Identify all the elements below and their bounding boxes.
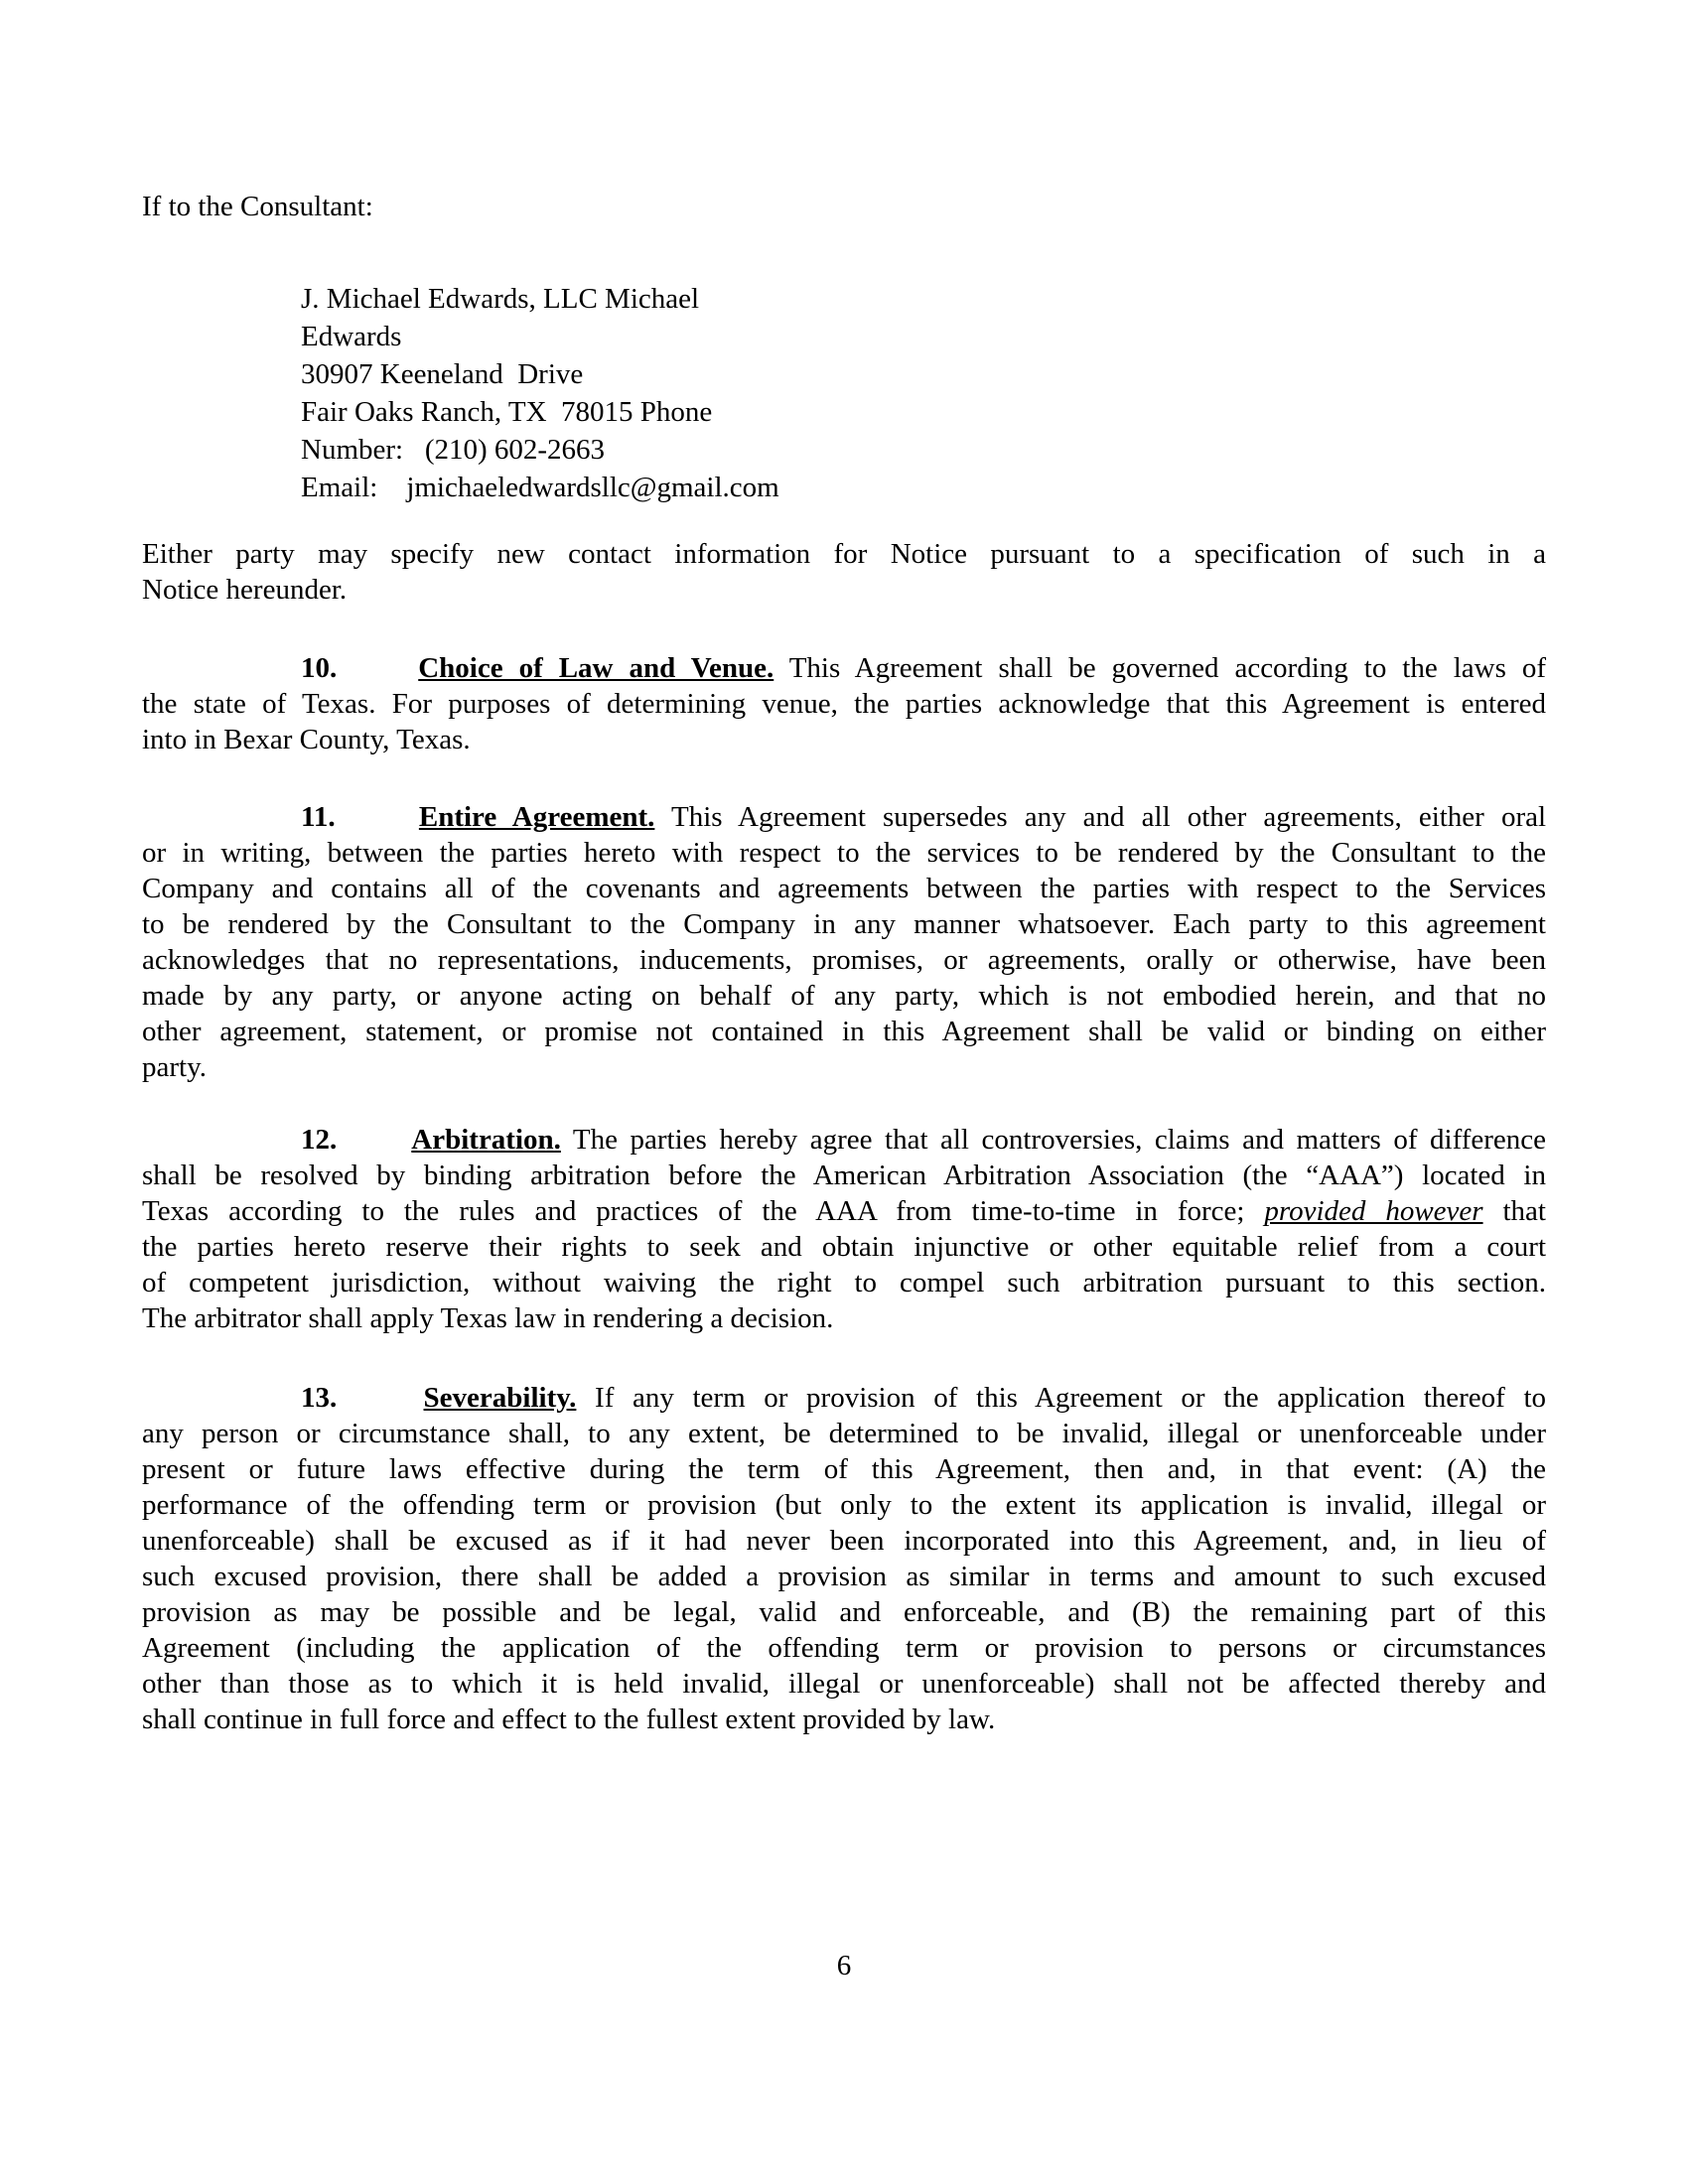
address-block — [142, 280, 1546, 506]
section-entire-agreement — [142, 799, 1546, 1085]
text-line: provision as may be possible and be legal, valid and enforceable, and (B) the remaining part of this — [142, 1596, 1546, 1628]
section-heading-line — [142, 1380, 1546, 1416]
section-number: 11. — [301, 801, 336, 833]
text-line: to be rendered by the Consultant to the Company in any manner whatsoever. Each party to this agreement — [142, 908, 1546, 940]
text-line: or in writing, between the parties hereto with respect to the services to be rendered by the Consultant to the — [142, 837, 1546, 869]
section-number: 10. — [301, 652, 338, 684]
text-after-emphasis: that — [1502, 1195, 1546, 1227]
text-line: Either party may specify new contact information for Notice pursuant to a specification of such in a — [142, 538, 1546, 570]
text-line: party. — [142, 1051, 207, 1083]
text-before-emphasis: Texas according to the rules and practices of the AAA from time-to-time in force; — [142, 1195, 1245, 1227]
text-line: other than those as to which it is held invalid, illegal or unenforceable) shall not be affected thereby and — [142, 1668, 1546, 1700]
text-line: shall continue in full force and effect to the fullest extent provided by law. — [142, 1704, 996, 1735]
text-line: other agreement, statement, or promise not contained in this Agreement shall be valid or binding on either — [142, 1016, 1546, 1047]
address-line: 30907 Keeneland Drive — [301, 358, 584, 390]
text-line: Notice hereunder. — [142, 574, 348, 606]
text-line: any person or circumstance shall, to any extent, be determined to be invalid, illegal or unenforceable under — [142, 1418, 1546, 1449]
section-heading-rest: The parties hereby agree that all controversies, claims and matters of difference — [572, 1124, 1547, 1156]
intro-line: If to the Consultant: — [142, 191, 373, 222]
text-line-with-emphasis — [142, 1193, 1546, 1229]
intro-paragraph — [142, 189, 1546, 224]
section-arbitration — [142, 1122, 1546, 1336]
text-line: into in Bexar County, Texas. — [142, 724, 471, 755]
text-line: present or future laws effective during the term of this Agreement, then and, in that event: (A) the — [142, 1453, 1546, 1485]
address-line: Number: (210) 602-2663 — [301, 434, 606, 466]
section-heading-line — [142, 1122, 1546, 1158]
emphasized-phrase: provided however — [1264, 1195, 1483, 1227]
text-line: such excused provision, there shall be added a provision as similar in terms and amount to such excused — [142, 1561, 1546, 1592]
section-heading-line — [142, 650, 1546, 686]
section-heading: Arbitration. — [411, 1124, 561, 1156]
section-severability — [142, 1380, 1546, 1737]
address-line: Email: jmichaeledwardsllc@gmail.com — [301, 472, 779, 503]
address-line: J. Michael Edwards, LLC Michael — [301, 283, 700, 315]
section-heading-rest: If any term or provision of this Agreement or the application thereof to — [595, 1382, 1547, 1414]
notice-paragraph — [142, 536, 1546, 608]
text-line: shall be resolved by binding arbitration before the American Arbitration Association (the “AAA”) located in — [142, 1160, 1546, 1191]
text-line: of competent jurisdiction, without waiving the right to compel such arbitration pursuant to this section. — [142, 1267, 1546, 1298]
text-line: made by any party, or anyone acting on behalf of any party, which is not embodied herein, and that no — [142, 980, 1546, 1012]
text-line: performance of the offending term or provision (but only to the extent its application is invalid, illegal or — [142, 1489, 1546, 1521]
text-line: The arbitrator shall apply Texas law in rendering a decision. — [142, 1302, 834, 1334]
section-heading: Entire Agreement. — [418, 801, 655, 833]
text-line: Agreement (including the application of the offending term or provision to persons or circumstances — [142, 1632, 1546, 1664]
section-choice-of-law — [142, 650, 1546, 757]
text-line: the parties hereto reserve their rights to seek and obtain injunctive or other equitable relief from a court — [142, 1231, 1546, 1263]
address-line: Edwards — [301, 321, 402, 352]
section-number: 13. — [301, 1382, 338, 1414]
text-line: acknowledges that no representations, inducements, promises, or agreements, orally or otherwise, have been — [142, 944, 1546, 976]
address-line: Fair Oaks Ranch, TX 78015 Phone — [301, 396, 713, 428]
text-line: Company and contains all of the covenants and agreements between the parties with respect to the Services — [142, 873, 1546, 904]
section-heading-rest: This Agreement shall be governed according to the laws of — [788, 652, 1547, 684]
page-number: 6 — [836, 1950, 852, 1981]
section-heading-line — [142, 799, 1546, 835]
section-heading-rest: This Agreement supersedes any and all other agreements, either oral — [670, 801, 1547, 833]
text-line: the state of Texas. For purposes of determining venue, the parties acknowledge that this Agreement is entered — [142, 688, 1546, 720]
text-line: unenforceable) shall be excused as if it had never been incorporated into this Agreement, and, in lieu of — [142, 1525, 1546, 1557]
section-heading: Severability. — [423, 1382, 577, 1414]
section-number: 12. — [301, 1124, 338, 1156]
section-heading: Choice of Law and Venue. — [418, 652, 774, 684]
